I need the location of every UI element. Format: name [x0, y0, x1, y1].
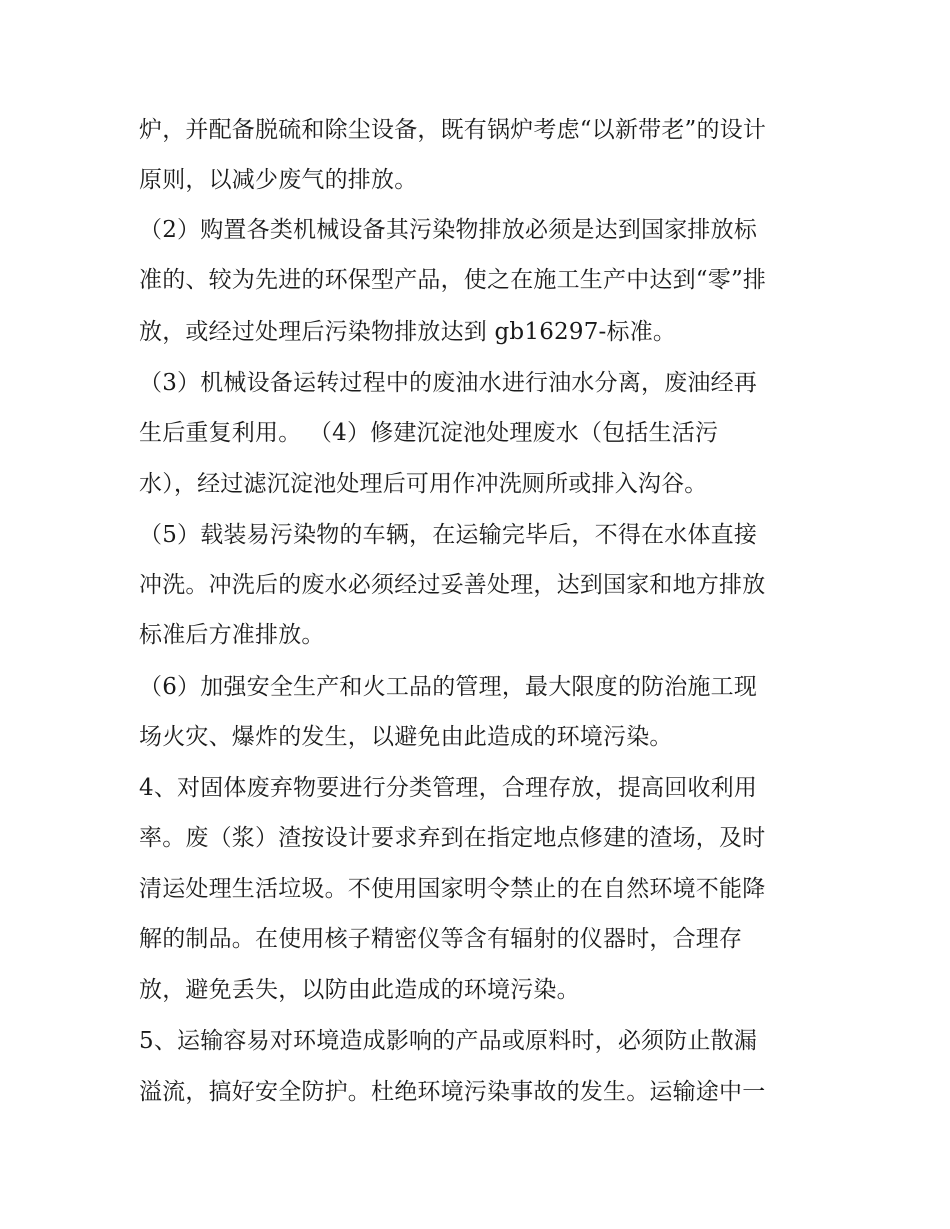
- text-line: 4、对固体废弃物要进行分类管理，合理存放，提高回收利用: [139, 775, 758, 801]
- text-line: 清运处理生活垃圾。不使用国家明令禁止的在自然环境不能降: [139, 876, 766, 902]
- text-line: 溢流，搞好安全防护。杜绝环境污染事故的发生。运输途中一: [139, 1079, 766, 1105]
- text-line: 冲洗。冲洗后的废水必须经过妥善处理，达到国家和地方排放: [139, 572, 766, 598]
- text-line: 水），经过滤沉淀池处理后可用作冲洗厕所或排入沟谷。: [139, 471, 708, 497]
- text-line: 解的制品。在使用核子精密仪等含有辐射的仪器时，合理存: [139, 926, 743, 952]
- text-line: 放，避免丢失，以防由此造成的环境污染。: [139, 977, 580, 1003]
- text-line: 5、运输容易对环境造成影响的产品或原料时，必须防止散漏: [139, 1028, 758, 1054]
- text-line: （2）购置各类机械设备其污染物排放必须是达到国家排放标: [139, 217, 758, 243]
- text-line: 准的、较为先进的环保型产品，使之在施工生产中达到“零”排: [139, 267, 767, 293]
- text-line: 率。废（浆）渣按设计要求弃到在指定地点修建的渣场，及时: [139, 825, 766, 851]
- text-line: （3）机械设备运转过程中的废油水进行油水分离，废油经再: [139, 370, 758, 396]
- text-line: （6）加强安全生产和火工品的管理，最大限度的防治施工现: [139, 674, 758, 700]
- text-line: 标准后方准排放。: [139, 622, 325, 648]
- text-line: 炉，并配备脱硫和除尘设备，既有锅炉考虑“以新带老”的设计: [139, 117, 767, 143]
- text-line: （5）载装易污染物的车辆，在运输完毕后，不得在水体直接: [139, 522, 758, 548]
- text-line: 原则，以减少废气的排放。: [139, 167, 418, 193]
- text-line: 生后重复利用。 （4）修建沉淀池处理废水（包括生活污: [139, 420, 719, 446]
- text-line: 放，或经过处理后污染物排放达到 gb16297-标准。: [139, 319, 677, 345]
- text-line: 场火灾、爆炸的发生，以避免由此造成的环境污染。: [139, 724, 673, 750]
